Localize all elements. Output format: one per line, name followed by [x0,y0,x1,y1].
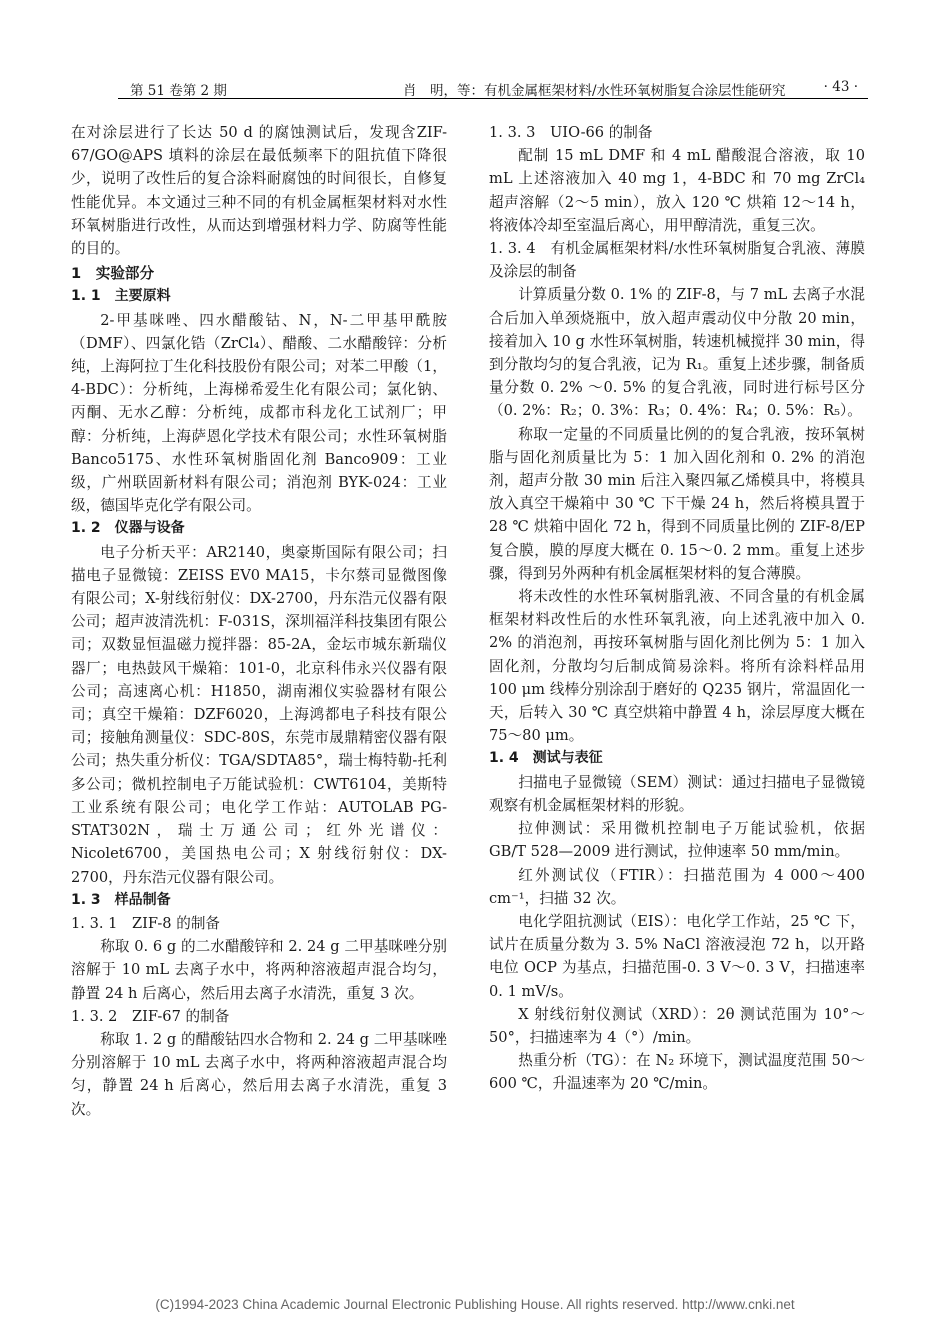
section-heading: 1 实验部分 [71,265,155,283]
body-paragraph: 扫描电子显微镜（SEM）测试：通过扫描电子显微镜观察有机金属框架材料的形貌。 [489,773,865,814]
body-paragraph: 拉伸测试：采用微机控制电子万能试验机，依据 GB/T 528—2009 进行测试，拉伸速率 50 mm/min。 [489,820,865,861]
copyright-footer: (C)1994-2023 China Academic Journal Electronic Publishing House. All rights reserved. http://www.cnki.net [155,1297,795,1312]
subsection-heading: 1. 2 仪器与设备 [71,520,185,537]
body-paragraph: 2-甲基咪唑、四水醋酸钴、N，N-二甲基甲酰胺（DMF）、四氯化锆（ZrCl₄）、醋酸、二水醋酸锌：分析纯，上海阿拉丁生化科技股份有限公司；对苯二甲酸（1，4-BDC）：分析纯，上海梯希爱生化有限公司；氯化钠、丙酮、无水乙醇：分析纯，成都市科龙化工试剂厂；甲醇：分析纯，上海萨恩化学技术有限公司；水性环氧树脂 Banco5175、水性环氧树脂固化剂 Banco909：工业级，广州联固新材料有限公司；消泡剂 BYK-024：工业级，德国毕克化学有限公司。 [71,311,447,515]
page-number: · 43 · [823,79,858,95]
body-paragraph: 称取一定量的不同质量比例的的复合乳液，按环氧树脂与固化剂质量比为 5：1 加入固化剂和 0. 2% 的消泡剂，超声分散 30 min 后注入聚四氟乙烯模具中，将模具放入真空干燥箱中 30 ℃ 下干燥 24 h，然后将模具置于 28 ℃ 烘箱中固化 72 h，得到不同质量比例的 ZIF-8/EP 复合膜，膜的厚度大概在 0. 15～0. 2 mm。重复上述步骤，得到另外两种有机金属框架材料的复合薄膜。 [489,425,865,582]
subsubsection-heading: 1. 3. 4 有机金属框架材料/水性环氧树脂复合乳液、薄膜及涂层的制备 [489,240,865,281]
running-header [118,76,868,99]
subsection-heading: 1. 3 样品制备 [71,891,171,908]
running-title: 肖 明，等：有机金属框架材料/水性环氧树脂复合涂层性能研究 [403,83,786,99]
subsubsection-heading: 1. 3. 3 UIO-66 的制备 [489,124,653,141]
body-paragraph: X 射线衍射仪测试（XRD）：2θ 测试范围为 10°～50°，扫描速率为 4（°）/min。 [489,1005,865,1046]
body-paragraph: 电子分析天平：AR2140，奥豪斯国际有限公司；扫描电子显微镜：ZEISS EV0 MA15，卡尔蔡司显微图像有限公司；X-射线衍射仪：DX-2700，丹东浩元仪器有限公司；超声波清洗机：F-031S，深圳福洋科技集团有限公司；双数显恒温磁力搅拌器：85-2A，金坛市城东新瑞仪器厂；电热鼓风干燥箱：101-0，北京科伟永兴仪器有限公司；高速离心机：H1850，湖南湘仪实验器材有限公司；真空干燥箱：DZF6020，上海鸿都电子科技有限公司；接触角测量仪：SDC-80S，东莞市晟鼎精密仪器有限公司；热失重分析仪：TGA/SDTA85°，瑞士梅特勒-托利多公司；微机控制电子万能试验机：CWT6104，美斯特工业系统有限公司；电化学工作站：AUTOLAB PG-STAT302N，瑞士万通公司；红外光谱仪：Nicolet6700，美国热电公司；X 射线衍射仪：DX-2700，丹东浩元仪器有限公司。 [71,543,447,886]
subsubsection-heading: 1. 3. 2 ZIF-67 的制备 [71,1007,230,1025]
body-paragraph: 红外测试仪（FTIR）：扫描范围为 4 000～400 cm⁻¹，扫描 32 次。 [489,866,865,907]
body-paragraph: 配制 15 mL DMF 和 4 mL 醋酸混合溶液，取 10 mL 上述溶液加入 40 mg 1，4-BDC 和 70 mg ZrCl₄ 超声溶解（2～5 min），放入 120 ℃ 烘箱 12～14 h，将液体冷却至室温后离心，用甲醇清洗，重复三次。 [489,147,865,234]
journal-volume: 第 51 卷第 2 期 [130,83,227,99]
subsection-heading: 1. 4 测试与表征 [489,750,603,767]
body-paragraph: 将未改性的水性环氧树脂乳液、不同含量的有机金属框架材料改性后的水性环氧乳液，向上述乳液中加入 0. 2% 的消泡剂，再按环氧树脂与固化剂比例为 5：1 加入固化剂，分散均匀后制成简易涂料。将所有涂料样品用 100 μm 线棒分别涂刮于磨好的 Q235 钢片，常温固化一天，后转入 30 ℃ 真空烘箱中静置 4 h，涂层厚度大概在 75～80 μm。 [489,588,865,745]
subsubsection-heading: 1. 3. 1 ZIF-8 的制备 [71,914,221,932]
right-column [489,121,865,1096]
body-paragraph: 电化学阻抗测试（EIS）：电化学工作站，25 ℃ 下，试片在质量分数为 3. 5% NaCl 溶液浸泡 72 h，以开路电位 OCP 为基点，扫描范围-0. 3 V～0. 3 V，扫描速率 0. 1 mV/s。 [489,912,865,1000]
left-column [71,121,447,1121]
body-paragraph: 在对涂层进行了长达 50 d 的腐蚀测试后，发现含ZIF-67/GO@APS 填料的涂层在最低频率下的阻抗值下降很少，说明了改性后的复合涂料耐腐蚀的时间很长，自修复性能优异。本文通过三种不同的有机金属框架材料对水性环氧树脂进行改性，从而达到增强材料力学、防腐等性能的目的。 [71,124,447,258]
subsection-heading: 1. 1 主要原料 [71,288,171,305]
body-paragraph: 计算质量分数 0. 1% 的 ZIF-8，与 7 mL 去离子水混合后加入单颈烧瓶中，放入超声震动仪中分散 20 min，接着加入 10 g 水性环氧树脂，转速机械搅拌 30 min，得到分散均匀的复合乳液，记为 R₁。重复上述步骤，制备质量分数 0. 2% ～0. 5% 的复合乳液，同时进行标号区分（0. 2%：R₂；0. 3%：R₃；0. 4%：R₄；0. 5%：R₅）。 [489,286,865,420]
body-paragraph: 称取 0. 6 g 的二水醋酸锌和 2. 24 g 二甲基咪唑分别溶解于 10 mL 去离子水中，将两种溶液超声混合均匀，静置 24 h 后离心，然后用去离子水清洗，重复 3 次。 [71,938,447,1002]
body-paragraph: 热重分析（TG）：在 N₂ 环境下，测试温度范围 50～600 ℃，升温速率为 20 ℃/min。 [489,1052,865,1093]
body-paragraph: 称取 1. 2 g 的醋酸钴四水合物和 2. 24 g 二甲基咪唑分别溶解于 10 mL 去离子水中，将两种溶液超声混合均匀，静置 24 h 后离心，然后用去离子水清洗，重复 3 次。 [71,1030,447,1118]
